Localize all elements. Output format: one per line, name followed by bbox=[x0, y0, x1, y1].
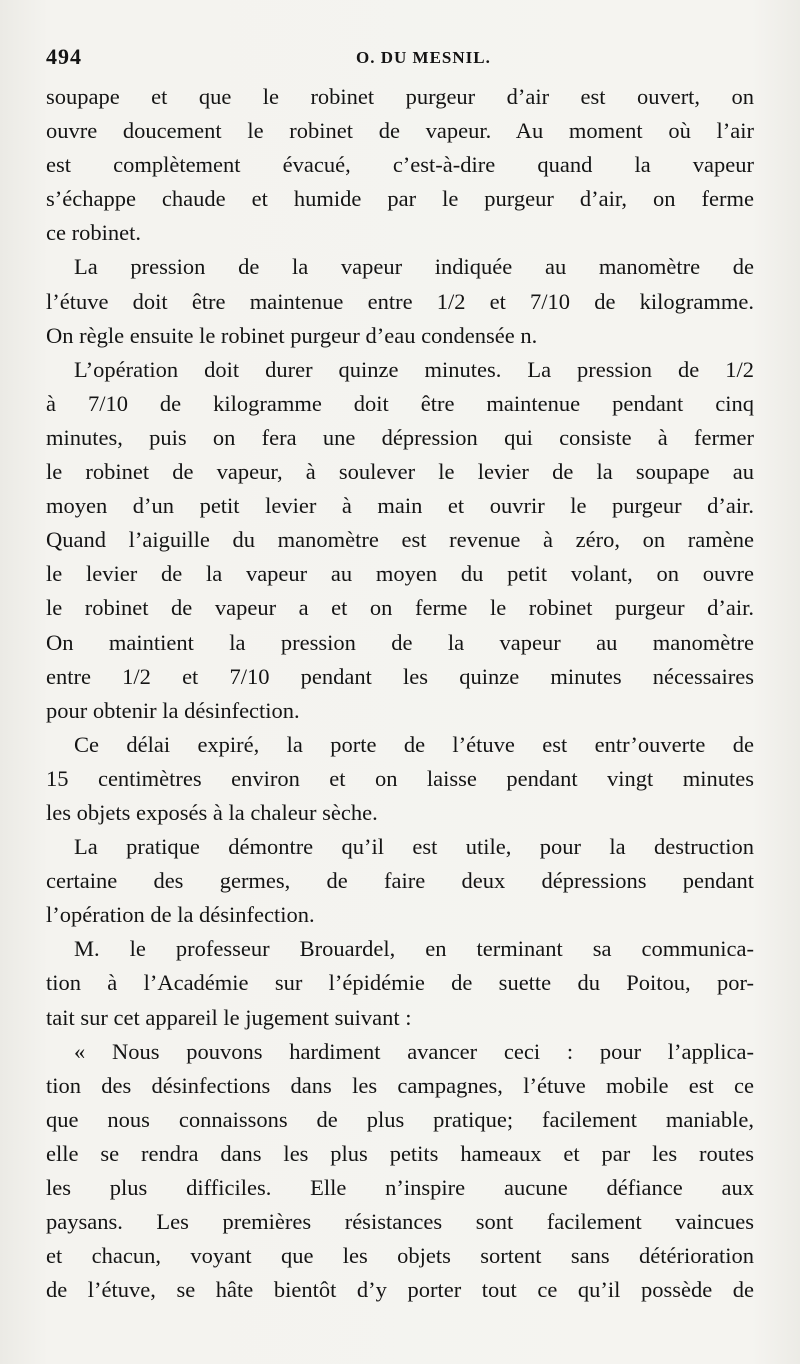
page-number: 494 bbox=[46, 44, 82, 69]
text-line: L’opération doit durer quinze minutes. La pression de 1/2 bbox=[74, 356, 754, 382]
text-line: La pression de la vapeur indiquée au manomètre de bbox=[74, 254, 754, 280]
text-line: tion à l’Académie sur l’épidémie de suette du Poitou, por- bbox=[46, 970, 754, 996]
body-text bbox=[46, 80, 754, 1307]
text-line: paysans. Les premières résistances sont facilement vaincues bbox=[46, 1209, 754, 1235]
text-line: M. le professeur Brouardel, en terminant sa communica- bbox=[74, 936, 754, 962]
text-line: certaine des germes, de faire deux dépressions pendant bbox=[46, 868, 754, 894]
text-line: ce robinet. bbox=[46, 220, 141, 246]
text-line: les plus difficiles. Elle n’inspire aucune défiance aux bbox=[46, 1175, 754, 1200]
text-line: les objets exposés à la chaleur sèche. bbox=[46, 799, 378, 825]
text-line: et chacun, voyant que les objets sortent sans détérioration bbox=[46, 1243, 754, 1269]
text-line: entre 1/2 et 7/10 pendant les quinze minutes nécessaires bbox=[46, 663, 754, 689]
text-line: à 7/10 de kilogramme doit être maintenue pendant cinq bbox=[46, 390, 754, 416]
text-line: est complètement évacué, c’est-à-dire quand la vapeur bbox=[46, 152, 754, 178]
text-line: que nous connaissons de plus pratique; facilement maniable, bbox=[46, 1106, 754, 1132]
text-line: Quand l’aiguille du manomètre est revenue à zéro, on ramène bbox=[46, 527, 754, 553]
text-line: l’opération de la désinfection. bbox=[46, 902, 315, 928]
text-line: minutes, puis on fera une dépression qui consiste à fermer bbox=[46, 424, 754, 450]
text-line: le robinet de vapeur, à soulever le levier de la soupape au bbox=[46, 459, 754, 485]
text-line: l’étuve doit être maintenue entre 1/2 et 7/10 de kilogramme. bbox=[46, 288, 754, 314]
text-line: pour obtenir la désinfection. bbox=[46, 697, 300, 723]
text-line: 15 centimètres environ et on laisse pendant vingt minutes bbox=[46, 765, 754, 791]
text-line: Ce délai expiré, la porte de l’étuve est entr’ouverte de bbox=[74, 731, 754, 757]
text-line: moyen d’un petit levier à main et ouvrir le purgeur d’air. bbox=[46, 493, 754, 519]
text-line: tait sur cet appareil le jugement suivant : bbox=[46, 1004, 412, 1030]
text-line: tion des désinfections dans les campagnes, l’étuve mobile est ce bbox=[46, 1072, 754, 1098]
running-head: O. DU MESNIL. bbox=[356, 48, 491, 67]
text-line: La pratique démontre qu’il est utile, pour la destruction bbox=[74, 834, 754, 860]
text-line: soupape et que le robinet purgeur d’air est ouvert, on bbox=[46, 84, 754, 109]
page-header bbox=[46, 44, 754, 76]
text-line: le robinet de vapeur a et on ferme le robinet purgeur d’air. bbox=[46, 595, 754, 621]
text-line: elle se rendra dans les plus petits hameaux et par les routes bbox=[46, 1140, 754, 1166]
text-line: de l’étuve, se hâte bientôt d’y porter tout ce qu’il possède de bbox=[46, 1277, 754, 1303]
text-line: s’échappe chaude et humide par le purgeur d’air, on ferme bbox=[46, 186, 754, 212]
text-line: « Nous pouvons hardiment avancer ceci : pour l’applica- bbox=[74, 1038, 754, 1064]
text-line: On maintient la pression de la vapeur au manomètre bbox=[46, 629, 754, 655]
text-line: le levier de la vapeur au moyen du petit volant, on ouvre bbox=[46, 561, 754, 587]
text-line: On règle ensuite le robinet purgeur d’eau condensée n. bbox=[46, 322, 538, 348]
text-line: ouvre doucement le robinet de vapeur. Au moment où l’air bbox=[46, 118, 754, 144]
